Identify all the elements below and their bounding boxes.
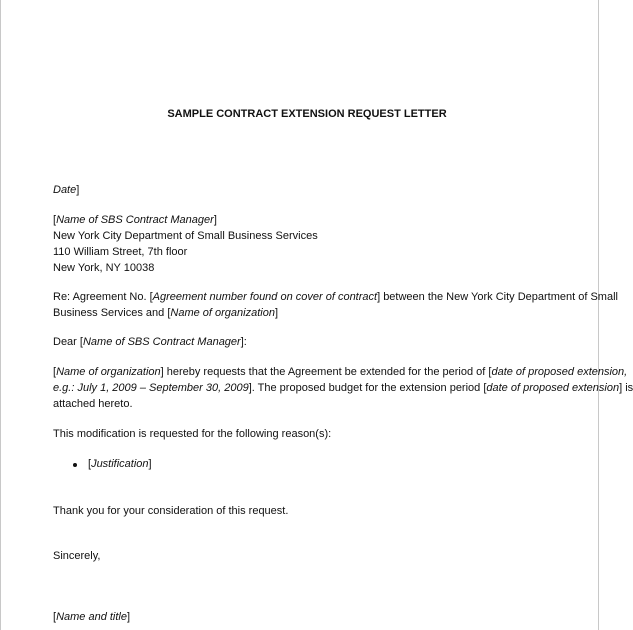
recipient-address (53, 212, 553, 276)
closing-line: Sincerely, (53, 550, 101, 562)
extension-date-field: date of proposed extension, (491, 366, 628, 378)
justification-field: Justification (91, 458, 149, 470)
body-paragraph: [Name of organization] hereby requests that the Agreement be extended for the period of [date of proposed extension, e.g.: July 1, 2009 – September 30, 2009]. The proposed budget for the extension period [date of proposed extension] is attached hereto. (53, 366, 633, 410)
date-field: Date (53, 184, 77, 196)
page-left-border (0, 0, 1, 630)
date-line: Date] (53, 184, 80, 196)
extension-date-example: e.g.: July 1, 2009 – September 30, 2009 (53, 382, 249, 394)
page-right-border (598, 0, 599, 630)
body-organization-field: Name of organization (56, 366, 161, 378)
agreement-number-field: Agreement number found on cover of contract (152, 291, 378, 303)
recipient-street: 110 William Street, 7th floor (53, 246, 188, 258)
bullet-icon (73, 463, 77, 467)
recipient-city: New York, NY 10038 (53, 262, 155, 274)
organization-field: Name of organization (170, 307, 275, 319)
reason-list-item: [Justification] (88, 458, 152, 470)
recipient-manager: [Name of SBS Contract Manager] (53, 214, 217, 226)
thanks-line: Thank you for your consideration of this request. (53, 505, 289, 517)
salutation: Dear [Name of SBS Contract Manager]: (53, 336, 247, 348)
budget-period-field: date of proposed extension (486, 382, 620, 394)
recipient-organization: New York City Department of Small Business Services (53, 230, 318, 242)
name-and-title-field: Name and title (56, 611, 127, 623)
signature-line: [Name and title] (53, 611, 131, 623)
document-title: SAMPLE CONTRACT EXTENSION REQUEST LETTER (167, 108, 447, 120)
reasons-intro: This modification is requested for the following reason(s): (53, 428, 332, 440)
re-line: Re: Agreement No. [Agreement number found on cover of contract] between the New York City Department of Small Business Services and [Name of organization] (53, 291, 618, 319)
salutation-manager-field: Name of SBS Contract Manager (82, 336, 241, 348)
